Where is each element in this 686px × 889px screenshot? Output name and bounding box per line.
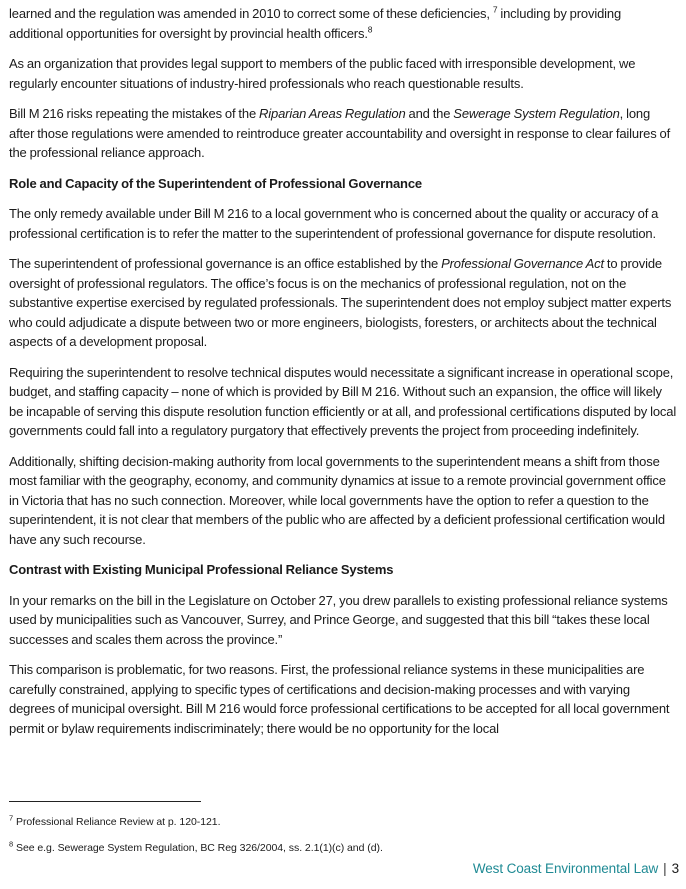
footnote-reference: 8	[367, 24, 373, 35]
footnote-marker: 8	[9, 839, 14, 849]
text-run: The only remedy available under Bill M 216 to a local government who is concerned about the quality or accuracy of a professional certification is to refer the matter to the superintendent of professional governance for dispute resolution.	[9, 206, 659, 241]
text-run: Additionally, shifting decision-making authority from local governments to the superintendent means a shift from those most familiar with the geography, economy, and community dynamics at issue to a remote provincial government office in Victoria that has no such connection. Moreover, while local governments have the option to refer a question to the superintendent, it is not clear that members of the public who are affected by a deficient professional certification would have any such recourse.	[9, 453, 666, 547]
text-run: As an organization that provides legal support to members of the public faced with irresponsible development, we regularly encounter situations of industry-hired professionals who reach questionable results.	[9, 56, 636, 91]
footer-brand: West Coast Environmental Law	[472, 861, 659, 876]
body-paragraph	[9, 591, 677, 650]
footnote-reference: 7	[492, 4, 498, 15]
body-paragraph	[9, 204, 677, 243]
italic-text: Sewerage System Regulation	[453, 106, 620, 121]
text-run: In your remarks on the bill in the Legislature on October 27, you drew parallels to existing professional reliance systems used by municipalities such as Vancouver, Surrey, and Prince George, and suggested that this bill “takes these local successes and scales them across the province.”	[9, 592, 668, 647]
text-run: Contrast with Existing Municipal Professional Reliance Systems	[9, 562, 394, 577]
body-paragraph	[9, 54, 677, 93]
body-paragraph	[9, 363, 677, 441]
body-paragraph	[9, 4, 677, 43]
footnote-text: See e.g. Sewerage System Regulation, BC Reg 326/2004, ss. 2.1(1)(c) and (d).	[13, 842, 383, 854]
body-paragraph	[9, 452, 677, 550]
footnote-separator	[9, 801, 201, 802]
body-paragraph	[9, 660, 677, 738]
text-run: Requiring the superintendent to resolve technical disputes would necessitate a significant increase in operational scope, budget, and staffing capacity – none of which is provided by Bill M 216. Without such an expansion, the office will likely be incapable of serving this dispute resolution function efficiently or at all, and professional certifications disputed by local governments could fall into a regulatory purgatory that effectively prevents the project from proceeding indefinitely.	[9, 364, 677, 438]
footnote	[9, 815, 677, 829]
body-paragraph	[9, 104, 677, 163]
text-run: and the	[405, 106, 454, 121]
section-heading	[9, 560, 677, 580]
text-run: The superintendent of professional governance is an office established by the	[9, 256, 442, 271]
footnotes-list	[9, 815, 677, 867]
text-run: to provide oversight of professional regulators. The office’s focus is on the mechanics of professional regulation, not on the substantive expertise exercised by regulated professionals. The superintendent does not employ subject matter experts who could adjudicate a dispute between two or more engineers, biologists, foresters, or architects about the technical aspects of a development proposal.	[9, 256, 672, 349]
text-run: including by providing additional opportunities for oversight by provincial health officers.	[9, 6, 622, 41]
body-paragraph	[9, 254, 677, 352]
text-run: , long after those regulations were amended to reintroduce greater accountability and oversight in response to clear failures of the professional reliance approach.	[9, 106, 671, 160]
document-body	[9, 4, 677, 749]
text-run: This comparison is problematic, for two reasons. First, the professional reliance systems in these municipalities are carefully constrained, applying to specific types of certifications and decision-making processes and with varying degrees of municipal oversight. Bill M 216 would force professional certifications to be accepted for all local government permit or bylaw requirements indiscriminately; there would be no opportunity for the local	[9, 662, 670, 736]
section-heading	[9, 174, 677, 194]
page-footer	[473, 861, 679, 876]
italic-text: Professional Governance Act	[441, 256, 604, 271]
footer-page-number: 3	[671, 861, 679, 876]
italic-text: Riparian Areas Regulation	[259, 106, 406, 121]
footnote-text: Professional Reliance Review at p. 120-121.	[13, 816, 221, 828]
footnote-marker: 7	[9, 813, 14, 823]
footer-divider: |	[663, 861, 667, 876]
text-run: Role and Capacity of the Superintendent of Professional Governance	[9, 175, 423, 191]
footnote	[9, 841, 677, 855]
text-run: Bill M 216 risks repeating the mistakes of the	[9, 106, 260, 121]
text-run: learned and the regulation was amended in 2010 to correct some of these deficiencies,	[9, 6, 493, 21]
